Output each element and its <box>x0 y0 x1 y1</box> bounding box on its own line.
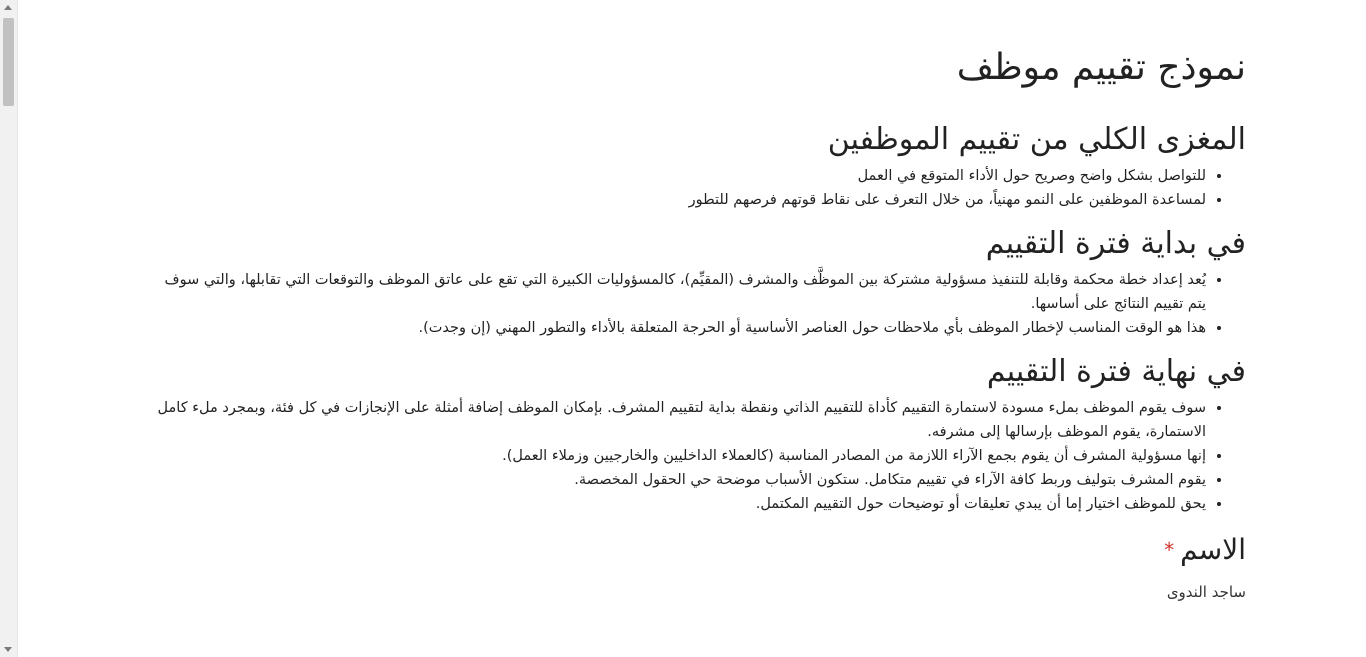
name-field-label <box>156 530 1246 570</box>
form-content <box>156 0 1246 604</box>
required-asterisk: * <box>1164 538 1175 562</box>
end-list <box>156 396 1246 516</box>
section-heading-purpose: المغزى الكلي من تقييم الموظفين <box>827 122 1246 157</box>
scrollbar-thumb[interactable] <box>3 18 14 106</box>
vertical-scrollbar[interactable] <box>0 0 18 657</box>
list-item: • يحق للموظف اختيار إما أن يبدي تعليقات أو توضيحات حول التقييم المكتمل. <box>156 492 1206 516</box>
list-item: • لمساعدة الموظفين على النمو مهنياً، من خلال التعرف على نقاط قوتهم فرصهم للتطور <box>156 188 1206 212</box>
start-list <box>156 268 1246 340</box>
list-item: • سوف يقوم الموظف بملء مسودة لاستمارة التقييم كأداة للتقييم الذاتي ونقطة بداية لتقييم المشرف. بإمكان الموظف إضافة أمثلة على الإنجازات في كل فئة، وبمجرد ملء كامل الاستمارة، يقوم الموظف بإرسالها إلى مشرفه. <box>156 396 1206 444</box>
list-item: • يُعد إعداد خطة محكمة وقابلة للتنفيذ مسؤولية مشتركة بين الموظَّف والمشرف (المقيِّم)، كالمسؤوليات الكبيرة التي تقع على عاتق الموظف والتوقعات التي تقابلها، والتي سوف يتم تقييم النتائج على أساسها. <box>156 268 1206 316</box>
page-title: نموذج تقييم موظف <box>956 47 1246 88</box>
section-heading-end: في نهاية فترة التقييم <box>986 354 1246 389</box>
name-label-text: الاسم <box>1180 533 1246 566</box>
list-item: • للتواصل بشكل واضح وصريح حول الأداء المتوقع في العمل <box>156 164 1206 188</box>
list-item: • إنها مسؤولية المشرف أن يقوم بجمع الآراء اللازمة من المصادر المناسبة (كالعملاء الداخليين والخارجيين وزملاء العمل). <box>156 444 1206 468</box>
list-item: • هذا هو الوقت المناسب لإخطار الموظف بأي ملاحظات حول العناصر الأساسية أو الحرجة المتعلقة بالأداء والتطور المهني (إن وجدت). <box>156 316 1206 340</box>
scroll-up-arrow-icon[interactable] <box>4 5 12 10</box>
name-field-value[interactable]: ساجد الندوى <box>1166 583 1246 601</box>
list-item: • يقوم المشرف بتوليف وربط كافة الآراء في تقييم متكامل. ستكون الأسباب موضحة حي الحقول المخصصة. <box>156 468 1206 492</box>
scroll-down-arrow-icon[interactable] <box>4 647 12 652</box>
purpose-list <box>156 164 1246 212</box>
section-heading-start: في بداية فترة التقييم <box>985 226 1246 261</box>
